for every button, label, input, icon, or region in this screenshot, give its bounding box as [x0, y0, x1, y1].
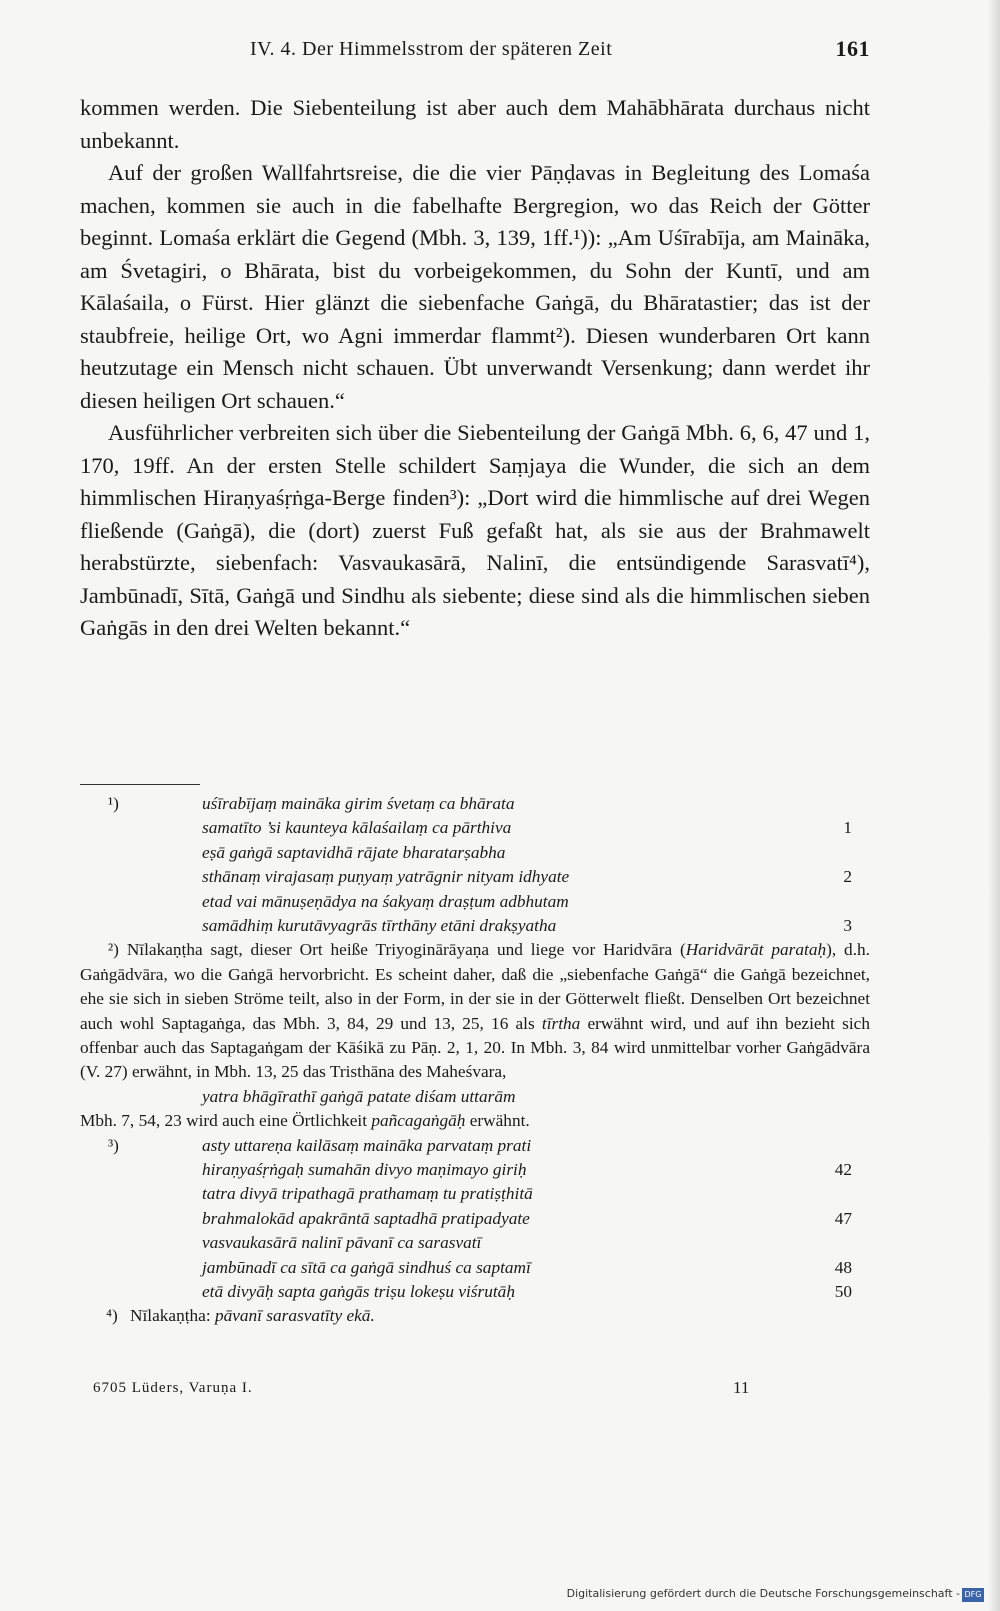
footnotes [80, 792, 870, 1329]
verse-text: samatīto ’si kaunteya kālaśailaṃ ca pārthiva [202, 818, 512, 838]
footnote-marker: ⁴) [106, 1306, 118, 1326]
verse-text: hiraṇyaśṛṅgaḥ sumahān divyo maṇimayo giriḥ [202, 1159, 527, 1179]
verse-line [80, 1280, 870, 1304]
verse-text: yatra bhāgīrathī gaṅgā patate diśam uttarām [202, 1086, 516, 1106]
verse-number: 50 [834, 1281, 852, 1301]
footnote-1 [80, 792, 870, 938]
footnote-marker: ²) [108, 940, 119, 960]
digitization-credit: Digitalisierung gefördert durch die Deutsche Forschungsgemeinschaft - [566, 1587, 960, 1600]
verse-line [80, 1207, 870, 1231]
paragraph: Auf der großen Wallfahrtsreise, die die vier Pāṇḍavas in Begleitung des Lomaśa machen, kommen sie auch in die fabelhafte Bergregion, wo das Reich der Götter beginnt. Lomaśa erklärt die Gegend (Mbh. 3, 139, 1ff.¹)): „Am Uśīrabīja, am Maināka, am Śvetagiri, o Bhārata, bist du vorbeigekommen, du Sohn der Kuntī, und am Kālaśaila, o Fürst. Hier glänzt die siebenfache Gaṅgā, du Bhāratastier; das ist der staubfreie, heilige Ort, wo Agni immerdar flammt²). Diesen wunderbaren Ort kann heutzutage ein Mensch nicht schauen. Übt unverwandt Versenkung; dann werdet ihr diesen heiligen Ort schauen.“ [80, 160, 870, 413]
verse-number: 48 [834, 1257, 852, 1277]
verse-line [80, 1182, 870, 1206]
dfg-logo: DFG [962, 1588, 984, 1602]
footnote-2 [80, 938, 870, 1133]
footnote-4-line [80, 1304, 870, 1328]
verse-text: brahmalokād apakrāntā saptadhā pratipadyate [202, 1208, 530, 1228]
page-number: 161 [835, 36, 870, 61]
verse-line [80, 1085, 870, 1109]
verse-number: 3 [843, 915, 852, 935]
footnote-3 [80, 1134, 870, 1305]
printer-signature: 6705 Lüders, Varuṇa I. [93, 1380, 253, 1396]
verse-line [80, 841, 870, 865]
verse-text: vasvaukasārā nalinī pāvanī ca sarasvatī [202, 1233, 482, 1253]
verse-text: eṣā gaṅgā saptavidhā rājate bharatarṣabha [202, 842, 506, 862]
verse-number: 47 [834, 1208, 852, 1228]
verse-text: uśīrabījaṃ maināka girim śvetaṃ ca bhārata [202, 794, 515, 813]
verse-line [80, 914, 870, 938]
verse-line [80, 1256, 870, 1280]
verse-line [80, 865, 870, 889]
verse-text: etā divyāḥ sapta gaṅgās triṣu lokeṣu viśrutāḥ [202, 1281, 515, 1301]
footnote-4 [80, 1304, 870, 1328]
verse-text: tatra divyā tripathagā prathamaṃ tu pratiṣṭhitā [202, 1184, 533, 1204]
verse-line [80, 816, 870, 840]
verse-number: 1 [843, 818, 852, 838]
verse-number: 42 [834, 1159, 852, 1179]
footnote-4-quote: pāvanī sarasvatīty ekā. [214, 1306, 375, 1326]
verse-text: asty uttareṇa kailāsaṃ maināka parvataṃ prati [202, 1135, 532, 1155]
verse-number: 2 [843, 867, 852, 887]
verse-line [80, 1158, 870, 1182]
verse-text: jambūnadī ca sītā ca gaṅgā sindhuś ca saptamī [202, 1257, 531, 1277]
verse-text: etad vai mānuṣeṇādya na śakyaṃ draṣṭum adbhutam [202, 891, 569, 911]
verse-line [80, 1134, 870, 1158]
chapter-title: IV. 4. Der Himmelsstrom der späteren Zeit [250, 38, 613, 60]
sheet-number: 11 [733, 1378, 750, 1397]
paragraph: kommen werden. Die Siebenteilung ist aber auch dem Mahābhārata durchaus nicht unbekannt. [80, 95, 870, 153]
footnote-marker: ¹) [108, 794, 119, 813]
verse-line [80, 890, 870, 914]
footnote-2-continuation: Mbh. 7, 54, 23 wird auch eine Örtlichkeit pañcagaṅgāḥ erwähnt. [80, 1111, 530, 1131]
footnote-2-text: ²) Nīlakaṇṭha sagt, dieser Ort heiße Triyoginārāyaṇa und liege vor Haridvāra (Haridvārāt parataḥ), d.h. Gaṅgādvāra, wo die Gaṅgā hervorbricht. Es scheint daher, daß die „siebenfache Gaṅgā“ die Gaṅgā bezeichnet, ehe sie sich in sieben Ströme teilt, also in der Form, in der sie in der Götterwelt fließt. Denselben Ort bezeichnet auch wohl Saptagaṅga, das Mbh. 3, 84, 29 und 13, 25, 16 als tīrtha erwähnt wird, und auf ihn bezieht sich offenbar auch das Saptagaṅgam der Kāśikā zu Pāṇ. 2, 1, 20. In Mbh. 3, 84 wird unmittelbar vorher Gaṅgādvāra (V. 27) erwähnt, in Mbh. 13, 25 das Tristhāna des Maheśvara, [80, 940, 870, 1082]
main-text [80, 92, 870, 645]
verse-line [80, 1231, 870, 1255]
verse-line [80, 792, 870, 816]
paragraph: Ausführlicher verbreiten sich über die Siebenteilung der Gaṅgā Mbh. 6, 6, 47 und 1, 170, 19ff. An der ersten Stelle schildert Saṃjaya die Wunder, die sich an dem himmlischen Hiraṇyaśṛṅga-Berge finden³): „Dort wird die himmlische auf drei Wegen fließende (Gaṅgā), die (dort) zuerst Fuß gefaßt hat, als sie aus der Brahmawelt herabstürzte, siebenfach: Vasvaukasārā, Nalinī, die entsündigende Sarasvatī⁴), Jambūnadī, Sītā, Gaṅgā und Sindhu als siebente; diese sind als die himmlischen sieben Gaṅgās in den drei Welten bekannt.“ [80, 420, 870, 640]
footnote-marker: ³) [108, 1135, 119, 1155]
footnote-divider [80, 784, 200, 785]
footnote-4-text: Nīlakaṇṭha: [130, 1306, 215, 1326]
verse-text: samādhiṃ kurutāvyagrās tīrthāny etāni drakṣyatha [202, 915, 557, 935]
verse-text: sthānaṃ virajasaṃ puṇyaṃ yatrāgnir nityam idhyate [202, 867, 570, 887]
